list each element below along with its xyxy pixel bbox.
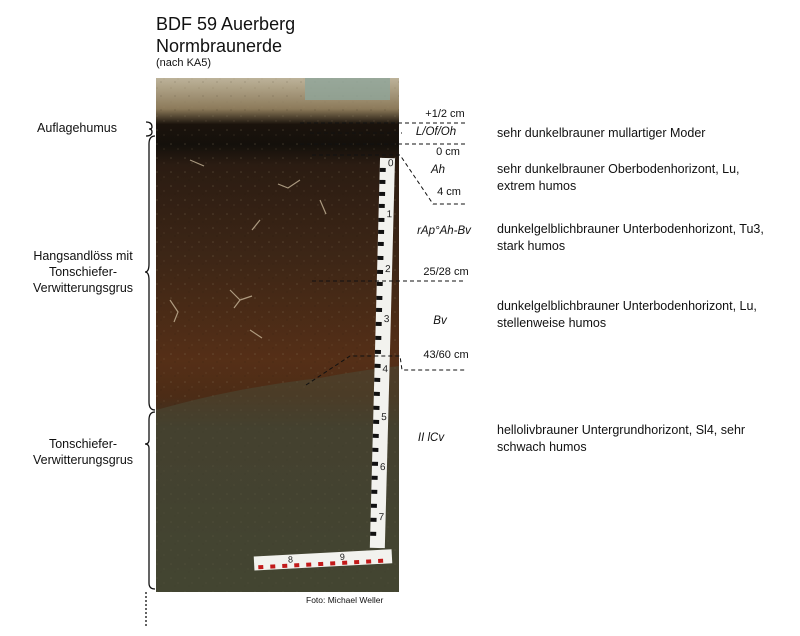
description-bv-line2: stellenweise humos	[497, 316, 607, 330]
ruler-number: 7	[378, 511, 385, 524]
description-loh: sehr dunkelbrauner mullartiger Moder	[497, 126, 706, 140]
description-icv-line1: hellolivbrauner Untergrundhorizont, Sl4, sehr	[497, 423, 746, 437]
bracket-auflagehumus	[146, 122, 152, 136]
ruler-number: 3	[383, 314, 390, 326]
description-rap-line1: dunkelgelblichbrauner Unterbodenhorizont, Tu3,	[497, 222, 764, 236]
depth-4: 4 cm	[437, 186, 461, 198]
description-ah-line1: sehr dunkelbrauner Oberbodenhorizont, Lu,	[497, 162, 740, 176]
ruler-number: 9	[339, 551, 346, 562]
description-bv-line1: dunkelgelblichbrauner Unterbodenhorizont, Lu,	[497, 299, 757, 313]
depth-plus1: +1/2 cm	[425, 108, 465, 120]
horizon-rap: rAp°Ah-Bv	[417, 225, 471, 237]
horizon-brackets	[145, 122, 155, 627]
ruler-number: 5	[381, 412, 387, 424]
ruler-number: 2	[384, 264, 391, 276]
depth-0: 0 cm	[436, 146, 460, 158]
ruler-number: 6	[379, 461, 386, 474]
description-ah-line2: extrem humos	[497, 179, 577, 193]
horizon-icv: II lCv	[417, 432, 445, 444]
horizon-ah: Ah	[430, 164, 446, 176]
profile-title: BDF 59 Auerberg	[156, 14, 296, 34]
label-hangsandloess-2: Tonschiefer-	[48, 265, 118, 279]
horizon-loh: L/Of/Oh	[415, 126, 457, 138]
ruler-number: 1	[386, 209, 393, 221]
label-auflagehumus: Auflagehumus	[37, 121, 117, 135]
label-hangsandloess-1: Hangsandlöss mit	[33, 249, 133, 263]
depth-43-60: 43/60 cm	[423, 349, 469, 361]
classification-note: (nach KA5)	[156, 57, 212, 69]
profile-subtitle: Normbraunerde	[156, 36, 283, 56]
ruler-number: 0	[387, 158, 394, 170]
label-tonschiefer-1: Tonschiefer-	[48, 437, 118, 451]
label-hangsandloess-3: Verwitterungsgrus	[32, 281, 134, 295]
photo-credit: Foto: Michael Weller	[306, 595, 384, 605]
label-tonschiefer-2: Verwitterungsgrus	[32, 453, 134, 467]
description-rap-line2: stark humos	[497, 239, 566, 253]
description-icv-line2: schwach humos	[497, 440, 587, 454]
ruler-number: 8	[287, 554, 294, 565]
depth-25-28: 25/28 cm	[423, 266, 469, 278]
ruler-number: 4	[382, 364, 389, 376]
horizon-bv: Bv	[433, 315, 447, 327]
